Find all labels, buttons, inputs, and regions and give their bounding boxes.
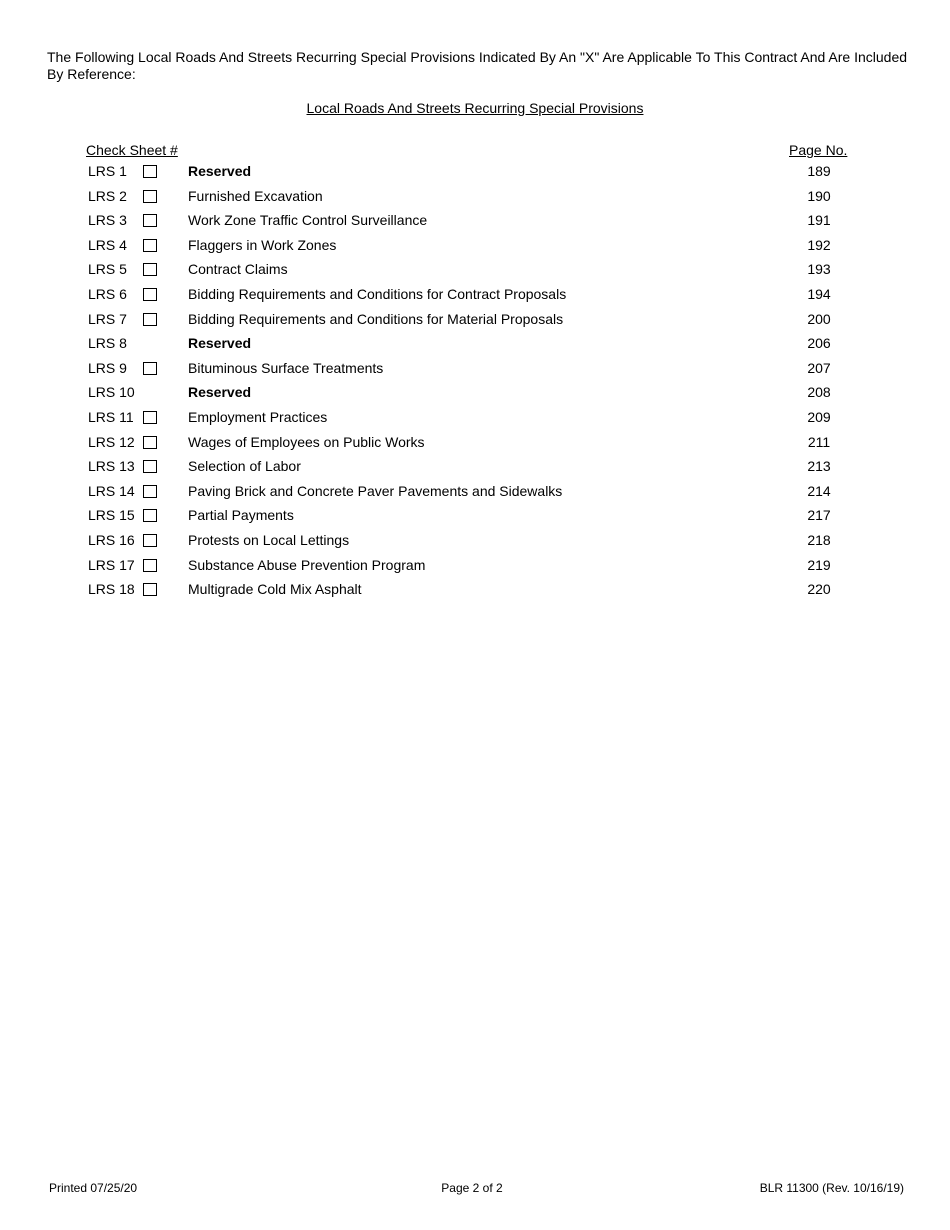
provision-checkbox[interactable]: [143, 411, 157, 424]
provision-code: LRS 5: [88, 261, 127, 277]
provision-title: Wages of Employees on Public Works: [188, 434, 425, 450]
provision-title: Furnished Excavation: [188, 188, 323, 204]
provision-checkbox[interactable]: [143, 239, 157, 252]
provision-row: [0, 188, 950, 212]
provision-title: Reserved: [188, 384, 252, 400]
provision-title: Partial Payments: [188, 507, 294, 523]
section-title: Local Roads And Streets Recurring Special Provisions: [306, 100, 644, 116]
provision-page-number: 193: [807, 261, 831, 277]
provision-page-number: 218: [807, 532, 831, 548]
provision-page-number: 213: [807, 458, 831, 474]
provision-row: [0, 384, 950, 408]
provision-code: LRS 10: [88, 384, 135, 400]
provision-row: [0, 335, 950, 359]
provision-row: [0, 409, 950, 433]
provision-code: LRS 4: [88, 237, 127, 253]
provision-title: Contract Claims: [188, 261, 288, 277]
provision-checkbox[interactable]: [143, 534, 157, 547]
provision-checkbox[interactable]: [143, 190, 157, 203]
provision-code: LRS 17: [88, 557, 135, 573]
provision-row: [0, 483, 950, 507]
provision-page-number: 190: [807, 188, 831, 204]
provision-row: [0, 434, 950, 458]
provision-page-number: 206: [807, 335, 831, 351]
provision-code: LRS 3: [88, 212, 127, 228]
provision-code: LRS 12: [88, 434, 135, 450]
provision-row: [0, 532, 950, 556]
provision-checkbox[interactable]: [143, 436, 157, 449]
provision-page-number: 211: [807, 434, 831, 450]
provision-code: LRS 11: [88, 409, 134, 425]
provision-page-number: 200: [807, 311, 831, 327]
provision-code: LRS 6: [88, 286, 127, 302]
check-sheet-header: Check Sheet #: [86, 142, 178, 158]
provision-code: LRS 7: [88, 311, 127, 327]
provision-code: LRS 16: [88, 532, 135, 548]
provision-checkbox[interactable]: [143, 288, 157, 301]
provision-title: Bituminous Surface Treatments: [188, 360, 384, 376]
provision-code: LRS 14: [88, 483, 135, 499]
provision-page-number: 214: [807, 483, 831, 499]
provision-checkbox[interactable]: [143, 460, 157, 473]
provision-title: Flaggers in Work Zones: [188, 237, 337, 253]
provision-page-number: 219: [807, 557, 831, 573]
provision-row: [0, 581, 950, 605]
intro-text: The Following Local Roads And Streets Recurring Special Provisions Indicated By An "X" Are Applicable To This Contract And Are Included By Reference:: [47, 49, 908, 82]
provision-row: [0, 311, 950, 335]
provision-checkbox[interactable]: [143, 509, 157, 522]
provision-checkbox[interactable]: [143, 485, 157, 498]
provision-code: LRS 8: [88, 335, 127, 351]
provision-code: LRS 18: [88, 581, 135, 597]
provision-title: Protests on Local Lettings: [188, 532, 350, 548]
provision-row: [0, 286, 950, 310]
provision-checkbox[interactable]: [143, 559, 157, 572]
provision-row: [0, 507, 950, 531]
provision-row: [0, 261, 950, 285]
provision-page-number: 191: [807, 212, 831, 228]
provision-page-number: 192: [807, 237, 831, 253]
provision-checkbox[interactable]: [143, 263, 157, 276]
provision-row: [0, 237, 950, 261]
provision-row: [0, 163, 950, 187]
provision-page-number: 189: [807, 163, 831, 179]
provision-title: Selection of Labor: [188, 458, 301, 474]
provision-page-number: 207: [807, 360, 831, 376]
provision-title: Work Zone Traffic Control Surveillance: [188, 212, 428, 228]
provision-title: Bidding Requirements and Conditions for Contract Proposals: [188, 286, 567, 302]
provision-page-number: 209: [807, 409, 831, 425]
provision-row: [0, 458, 950, 482]
provision-title: Substance Abuse Prevention Program: [188, 557, 426, 573]
provision-row: [0, 212, 950, 236]
provision-page-number: 194: [807, 286, 831, 302]
provision-checkbox[interactable]: [143, 313, 157, 326]
provision-title: Reserved: [188, 335, 252, 351]
page-indicator: Page 2 of 2: [441, 1181, 503, 1195]
form-number: BLR 11300 (Rev. 10/16/19): [759, 1181, 904, 1195]
provision-checkbox[interactable]: [143, 583, 157, 596]
provision-row: [0, 360, 950, 384]
provision-page-number: 220: [807, 581, 831, 597]
provision-code: LRS 2: [88, 188, 127, 204]
provision-code: LRS 1: [88, 163, 127, 179]
provision-title: Employment Practices: [188, 409, 328, 425]
page-no-header: Page No.: [789, 142, 848, 158]
provision-title: Bidding Requirements and Conditions for Material Proposals: [188, 311, 564, 327]
provision-page-number: 208: [807, 384, 831, 400]
provision-code: LRS 9: [88, 360, 127, 376]
provision-code: LRS 13: [88, 458, 135, 474]
provision-checkbox[interactable]: [143, 214, 157, 227]
provision-title: Paving Brick and Concrete Paver Pavements and Sidewalks: [188, 483, 563, 499]
provision-title: Reserved: [188, 163, 252, 179]
printed-date: Printed 07/25/20: [49, 1181, 138, 1195]
provision-row: [0, 557, 950, 581]
provision-code: LRS 15: [88, 507, 135, 523]
provision-title: Multigrade Cold Mix Asphalt: [188, 581, 362, 597]
provision-checkbox[interactable]: [143, 362, 157, 375]
provision-checkbox[interactable]: [143, 165, 157, 178]
provision-page-number: 217: [807, 507, 831, 523]
